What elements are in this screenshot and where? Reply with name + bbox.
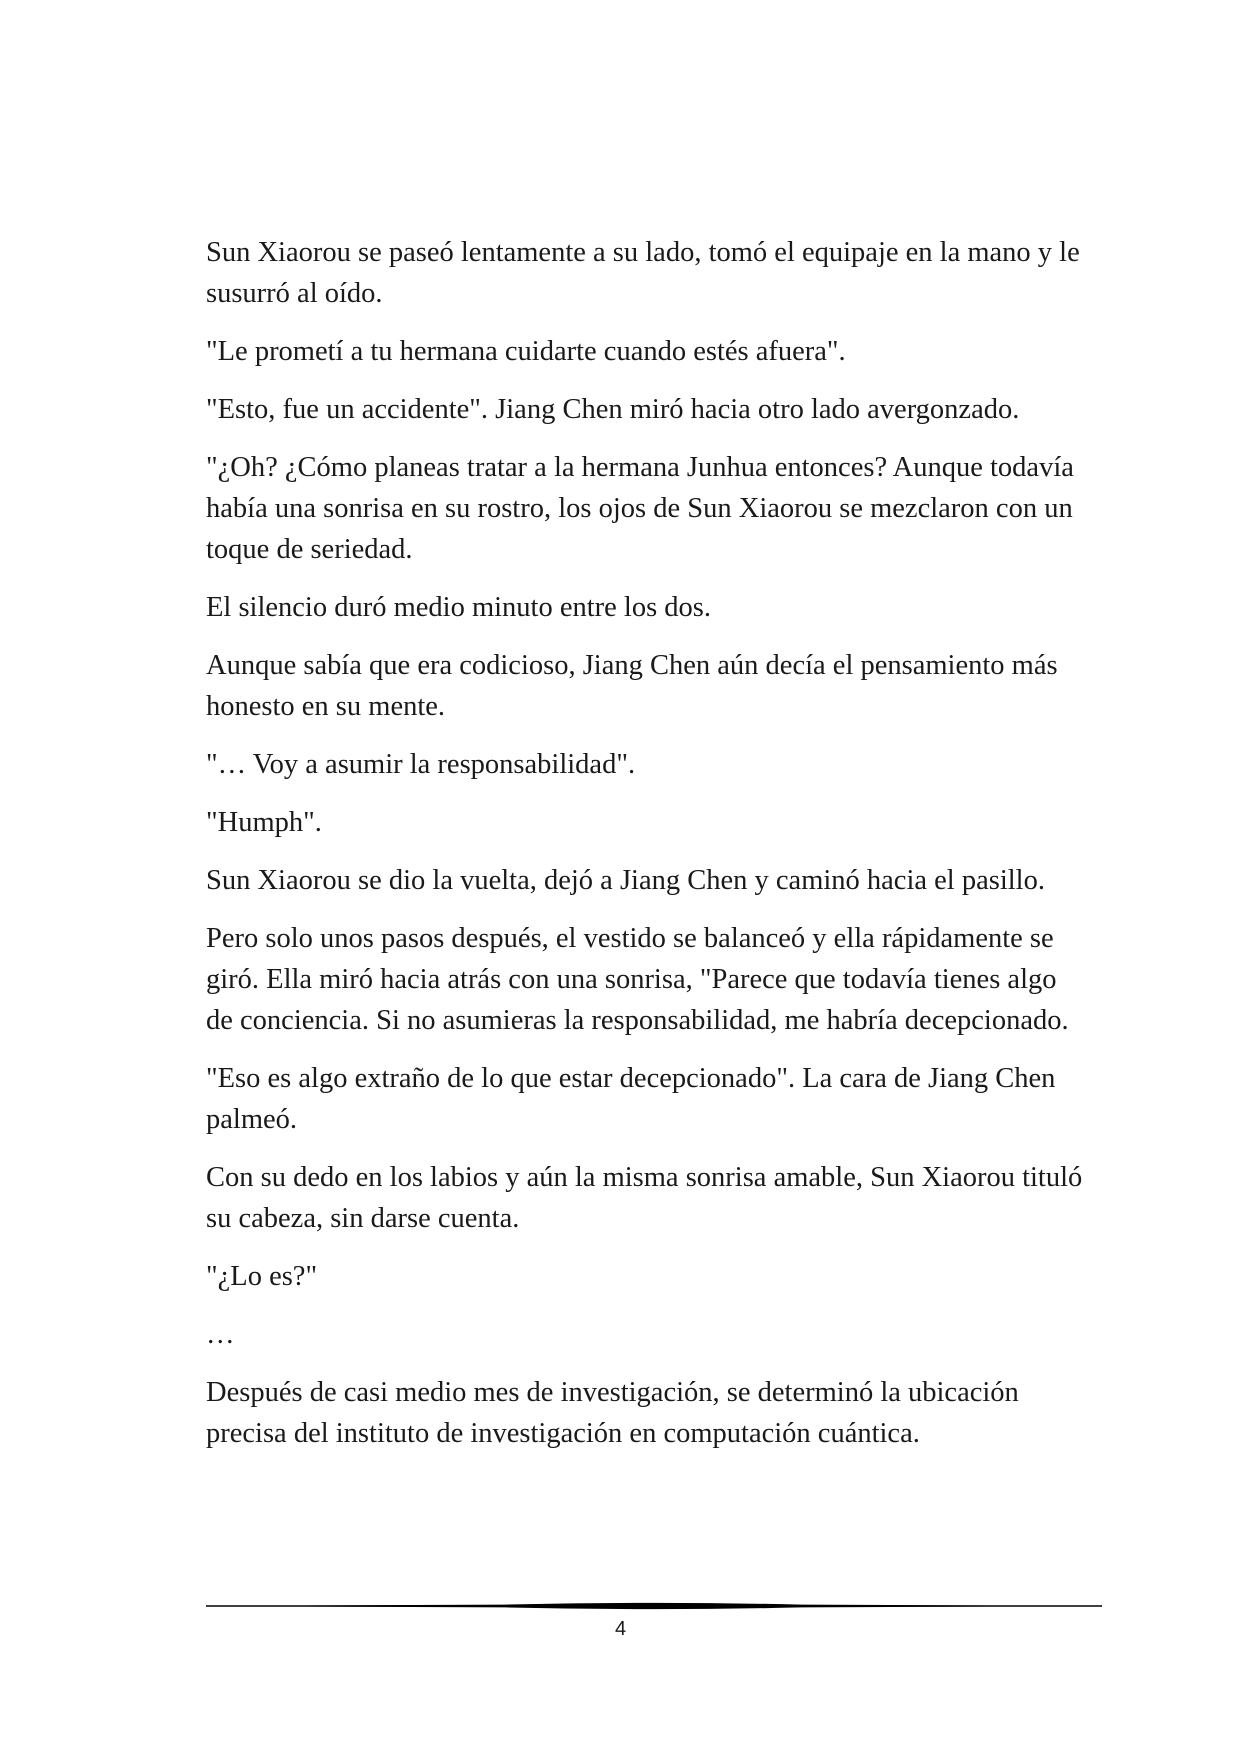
- paragraph: Pero solo unos pasos después, el vestido se balanceó y ella rápidamente se giró. Ella miró hacia atrás con una sonrisa, "Parece que todavía tienes algo de conciencia. Si no asumieras la responsabilidad, me habría decepcionado.: [206, 923, 1069, 1036]
- paragraph: Sun Xiaorou se paseó lentamente a su lado, tomó el equipaje en la mano y le susurró al oído.: [206, 237, 1080, 309]
- paragraph: "Esto, fue un accidente". Jiang Chen miró hacia otro lado avergonzado.: [206, 394, 1020, 425]
- paragraph: "¿Oh? ¿Cómo planeas tratar a la hermana Junhua entonces? Aunque todavía había una sonrisa en su rostro, los ojos de Sun Xiaorou se mezclaron con un toque de seriedad.: [206, 452, 1074, 565]
- footer-divider: [206, 1600, 1102, 1612]
- paragraph: "Humph".: [206, 807, 322, 838]
- paragraph: "Eso es algo extraño de lo que estar decepcionado". La cara de Jiang Chen palmeó.: [206, 1063, 1056, 1135]
- paragraph: Después de casi medio mes de investigación, se determinó la ubicación precisa del instituto de investigación en computación cuántica.: [206, 1377, 1019, 1449]
- paragraph: "Le prometí a tu hermana cuidarte cuando estés afuera".: [206, 336, 846, 367]
- paragraph: …: [206, 1319, 235, 1350]
- paragraph: Aunque sabía que era codicioso, Jiang Chen aún decía el pensamiento más honesto en su mente.: [206, 650, 1058, 722]
- paragraph: "… Voy a asumir la responsabilidad".: [206, 749, 636, 780]
- paragraph: Con su dedo en los labios y aún la misma sonrisa amable, Sun Xiaorou tituló su cabeza, sin darse cuenta.: [206, 1162, 1083, 1234]
- page-number: 4: [614, 1618, 627, 1640]
- paragraph: "¿Lo es?": [206, 1261, 318, 1292]
- paragraph: Sun Xiaorou se dio la vuelta, dejó a Jiang Chen y caminó hacia el pasillo.: [206, 865, 1045, 896]
- paragraph: El silencio duró medio minuto entre los dos.: [206, 592, 712, 623]
- body-text: [206, 232, 1086, 1471]
